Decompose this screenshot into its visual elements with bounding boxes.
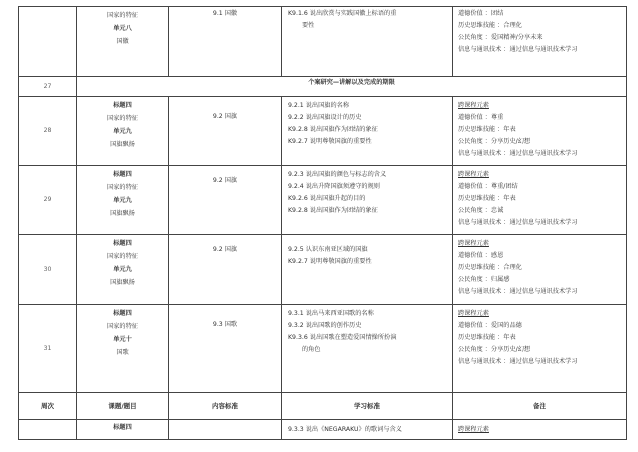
topic-line: 标题四 bbox=[113, 310, 132, 317]
note-heading: 跨课程元素 bbox=[458, 102, 489, 109]
table-row bbox=[19, 97, 627, 166]
table-row bbox=[19, 420, 627, 440]
note-line: 道德价值 ：爱国的品德 bbox=[458, 322, 522, 329]
learning-line: 9.2.5 认识东南亚区域的国旗 bbox=[288, 246, 368, 253]
topic-line: 国家的特征 bbox=[107, 12, 138, 19]
note-line: 信息与通讯技术 ：通过信息与通讯技术学习 bbox=[458, 288, 578, 295]
topic-line: 国家的特征 bbox=[107, 115, 138, 122]
standard-text: 9.2 国旗 bbox=[212, 113, 238, 120]
learning-line: K9.2.6 说出国旗升起的目的 bbox=[288, 195, 366, 202]
notes-cell bbox=[453, 420, 627, 440]
standard-text: 9.2 国旗 bbox=[212, 246, 238, 253]
learning-line: K9.2.8 说出国旗作为团结的象征 bbox=[288, 207, 378, 214]
table-row bbox=[19, 166, 627, 235]
learning-line: 9.2.1 说出国旗的名称 bbox=[288, 102, 350, 109]
topic-line: 单元九 bbox=[113, 197, 132, 204]
topic-line: 国旗飘扬 bbox=[110, 141, 135, 148]
note-line: 公民角度 ：分享历史/幻想 bbox=[458, 138, 531, 145]
table-row bbox=[19, 235, 627, 305]
note-line: 道德价值 ：尊重 bbox=[458, 114, 504, 121]
header-topic: 课题/题目 bbox=[77, 393, 169, 420]
week-cell: 30 bbox=[19, 235, 77, 305]
note-line: 历史思维技能 ：合理化 bbox=[458, 264, 522, 271]
note-line: 历史思维技能 ：年表 bbox=[458, 195, 516, 202]
week-cell: 28 bbox=[19, 97, 77, 166]
note-heading: 跨课程元素 bbox=[458, 171, 489, 178]
notes-cell bbox=[453, 166, 627, 235]
note-line: 公民角度 ：归属感 bbox=[458, 276, 510, 283]
header-learning: 学习标准 bbox=[282, 393, 453, 420]
note-heading: 跨课程元素 bbox=[458, 240, 489, 247]
standard-cell bbox=[169, 235, 282, 305]
note-line: 历史思维技能 ：年表 bbox=[458, 126, 516, 133]
table-header-row bbox=[19, 393, 627, 420]
topic-cell bbox=[77, 420, 169, 440]
topic-line: 国家的特征 bbox=[107, 184, 138, 191]
learning-cell bbox=[282, 7, 453, 77]
notes-cell bbox=[453, 97, 627, 166]
note-line: 公民角度 ：爱国精神/分享未来 bbox=[458, 34, 543, 41]
learning-cell bbox=[282, 235, 453, 305]
topic-line: 国家的特征 bbox=[107, 323, 138, 330]
standard-cell bbox=[169, 420, 282, 440]
standard-cell bbox=[169, 7, 282, 77]
topic-line: 国旗飘扬 bbox=[110, 210, 135, 217]
note-line: 公民角度 ：分享历史/幻想 bbox=[458, 346, 531, 353]
learning-line: 要性 bbox=[302, 22, 315, 29]
topic-cell bbox=[77, 235, 169, 305]
table-row bbox=[19, 77, 627, 97]
header-week: 周次 bbox=[19, 393, 77, 420]
note-line: 公民角度 ：忠诚 bbox=[458, 207, 504, 214]
learning-cell bbox=[282, 420, 453, 440]
topic-line: 国家的特征 bbox=[107, 253, 138, 260]
header-standard: 内容标准 bbox=[169, 393, 282, 420]
standard-text: 9.2 国旗 bbox=[212, 177, 238, 184]
topic-line: 单元九 bbox=[113, 128, 132, 135]
topic-line: 国歌 bbox=[116, 349, 129, 356]
note-line: 信息与通讯技术 ：通过信息与通讯技术学习 bbox=[458, 219, 578, 226]
learning-line: 的角色 bbox=[302, 346, 321, 353]
note-line: 道德价值 ：尊重/团结 bbox=[458, 183, 518, 190]
learning-line: K9.3.6 说出国歌在塑造爱国情操所扮演 bbox=[288, 334, 397, 341]
topic-cell bbox=[77, 7, 169, 77]
topic-line: 标题四 bbox=[113, 240, 132, 247]
topic-cell bbox=[77, 305, 169, 393]
standard-cell bbox=[169, 166, 282, 235]
learning-line: K9.2.7 说明尊敬国旗的重要性 bbox=[288, 258, 372, 265]
learning-line: 9.2.2 说出国旗设计的历史 bbox=[288, 114, 362, 121]
topic-line: 单元八 bbox=[113, 25, 132, 32]
notes-cell bbox=[453, 235, 627, 305]
topic-line: 国旗飘扬 bbox=[110, 279, 135, 286]
topic-cell bbox=[77, 166, 169, 235]
note-line: 道德价值 ：团结 bbox=[458, 10, 504, 17]
note-heading: 跨课程元素 bbox=[458, 310, 489, 317]
learning-line: 9.3.1 说出马来西亚国歌的名称 bbox=[288, 310, 374, 317]
topic-cell bbox=[77, 97, 169, 166]
week-cell: 29 bbox=[19, 166, 77, 235]
note-line: 历史思维技能 ：年表 bbox=[458, 334, 516, 341]
topic-line: 国徽 bbox=[116, 38, 129, 45]
note-line: 信息与通讯技术 ：通过信息与通讯技术学习 bbox=[458, 150, 578, 157]
standard-cell bbox=[169, 305, 282, 393]
learning-line: K9.2.7 说明尊敬国旗的重要性 bbox=[288, 138, 372, 145]
topic-line: 标题四 bbox=[113, 102, 132, 109]
lesson-plan-table bbox=[18, 6, 627, 440]
topic-line: 单元九 bbox=[113, 266, 132, 273]
table-row bbox=[19, 7, 627, 77]
standard-text: 9.1 国徽 bbox=[212, 10, 238, 17]
learning-line: 9.3.3 说出《NEGARAKU》的歌词与含义 bbox=[288, 426, 402, 433]
learning-cell bbox=[282, 305, 453, 393]
standard-cell bbox=[169, 97, 282, 166]
note-line: 信息与通讯技术 ：通过信息与通讯技术学习 bbox=[458, 358, 578, 365]
note-line: 信息与通讯技术 ：通过信息与通讯技术学习 bbox=[458, 46, 578, 53]
week-cell: 27 bbox=[19, 77, 77, 97]
standard-text: 9.3 国歌 bbox=[212, 321, 238, 328]
learning-line: K9.1.6 说出欣赏与实践国徽上标语的重 bbox=[288, 10, 397, 17]
notes-cell bbox=[453, 7, 627, 77]
learning-line: 9.2.4 说出升降国旗须遵守的规则 bbox=[288, 183, 380, 190]
learning-line: 9.3.2 说出国歌的创作历史 bbox=[288, 322, 362, 329]
learning-cell bbox=[282, 166, 453, 235]
note-heading: 跨课程元素 bbox=[458, 426, 489, 433]
topic-line: 单元十 bbox=[113, 336, 132, 343]
learning-line: 9.2.3 说出国旗的颜色与标志的含义 bbox=[288, 171, 387, 178]
topic-line: 标题四 bbox=[113, 171, 132, 178]
note-line: 道德价值 ：感恩 bbox=[458, 252, 504, 259]
note-line: 历史思维技能 ：合理化 bbox=[458, 22, 522, 29]
week-cell bbox=[19, 7, 77, 77]
header-notes: 备注 bbox=[453, 393, 627, 420]
learning-cell bbox=[282, 97, 453, 166]
table-row bbox=[19, 305, 627, 393]
week-cell: 31 bbox=[19, 305, 77, 393]
notes-cell bbox=[453, 305, 627, 393]
learning-line: K9.2.8 说出国旗作为团结的象征 bbox=[288, 126, 378, 133]
topic-line: 标题四 bbox=[113, 424, 132, 431]
case-study-banner: 个案研究—讲解以及完成的期限 bbox=[77, 77, 627, 97]
week-cell bbox=[19, 420, 77, 440]
